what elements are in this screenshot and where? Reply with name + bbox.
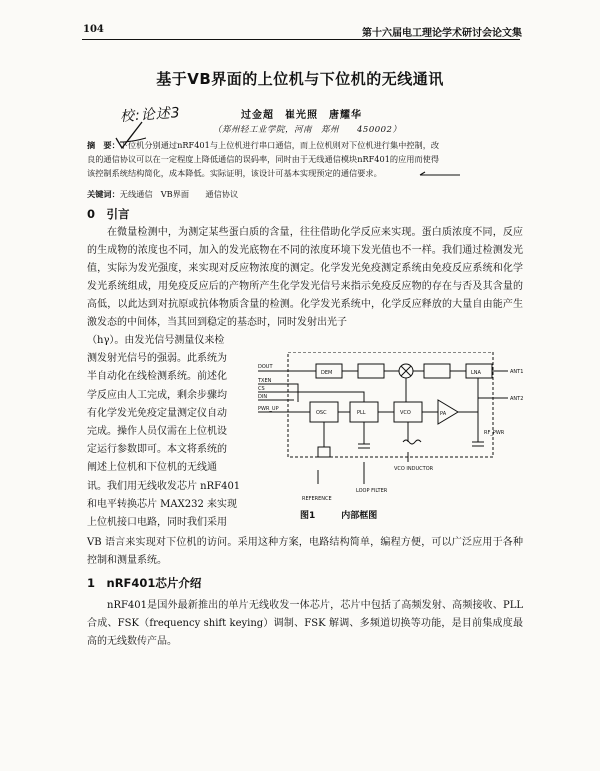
intro-paragraph: [87, 224, 523, 332]
pin-din: DIN: [258, 394, 268, 400]
pin-ant1: ANT1: [510, 369, 524, 375]
pin-pwr-up: PWR_UP: [258, 406, 279, 412]
nrf401-paragraph: [87, 597, 523, 651]
page-number: 104: [83, 24, 104, 35]
abstract-label: 摘 要：: [87, 140, 120, 150]
label-pa: PA: [440, 411, 447, 417]
nrf401-block-diagram: [258, 352, 526, 502]
pin-ant2: ANT2: [510, 396, 524, 402]
block-filter: [358, 364, 384, 378]
handwritten-arrow-mark: [418, 170, 462, 180]
header-rule: [82, 39, 520, 40]
journal-running-header: 第十六届电工理论学术研讨会论文集: [362, 28, 522, 39]
intro-line: 有化学发光免疫定量测定仪自动: [87, 407, 227, 419]
pin-txen: TXEN: [258, 378, 272, 384]
intro-line: 阐述上位机和下位机的无线通: [87, 462, 217, 474]
intro-wrapped-column: [87, 332, 247, 532]
intro-line: 和电平转换芯片 MAX232 来实现: [87, 498, 238, 510]
label-loop-filter: LOOP FILTER: [356, 488, 388, 494]
label-dem: DEM: [321, 370, 333, 376]
intro-line: 讯。我们用无线收发芯片 nRF401: [87, 480, 241, 492]
label-lna: LNA: [471, 370, 481, 376]
intro-line: 测发射光信号的强弱。此系统为: [87, 353, 227, 365]
pin-dout: DOUT: [258, 364, 273, 370]
authors: 过金超 崔光照 唐耀华: [241, 110, 362, 121]
label-osc: OSC: [316, 410, 327, 416]
figure-number: 图1: [300, 511, 316, 521]
section-heading-nrf401: 1 nRF401芯片介绍: [87, 576, 202, 590]
intro-line: （hγ）。由发光信号测量仪来检: [87, 335, 225, 346]
nrf401-text: nRF401是国外最新推出的单片无线收发一体芯片，芯片中包括了高频发射、高频接收、PLL合成、FSK（frequency shift keying）调制、FSK 解调、多频道切换等功能，是目前集成度最高的无线数传产品。: [87, 600, 523, 647]
affiliation: （郑州轻工业学院，河南 郑州 450002）: [213, 125, 402, 135]
abstract-line: 该控制系统结构简化，成本降低。实际证明，该设计可基本实现预定的通信要求。: [87, 168, 382, 178]
block-filter-2: [424, 364, 450, 378]
intro-text: 在微量检测中，为测定某些蛋白质的含量，往往借助化学反应来实现。蛋白质浓度不同，反应的生成物的浓度也不同，加入的发光底物在不同的浓度环境下发光值也不一样。我们通过检测发光值，实际为发光强度，来实现对反应物浓度的测定。化学发光免疫测定系统由免疫反应系统和化学发光系统组成，用免疫反应后的产物所产生化学发光信号来指示免疫反应物的存在与否及其含量的高低，以此达到对抗原或抗体物质含量的检测。化学发光系统中，化学反应释放的大量自由能产生激发态的中间体，当其回到稳定的基态时，同时发射出光子: [87, 227, 523, 328]
keywords-label: 关键词：: [87, 189, 120, 199]
figure-caption: [300, 508, 403, 521]
paper-title: 基于VB界面的上位机与下位机的无线通讯: [156, 70, 444, 88]
pin-rf-pwr: RF_PWR: [484, 430, 505, 436]
intro-closing: VB 语言来实现对下位机的访问。采用这种方案，电路结构简单，编程方便，可以广泛应用于各种控制和测量系统。: [87, 537, 523, 566]
intro-line: 完成。操作人员仅需在上位机设: [87, 425, 227, 437]
label-vco-inductor: VCO INDUCTOR: [394, 466, 434, 472]
intro-line: 学反应由人工完成，剩余步骤均: [87, 389, 227, 401]
intro-line: 半自动化在线检测系统。前述化: [87, 371, 227, 383]
section-heading-intro: 0 引言: [87, 207, 130, 221]
abstract-line: 良的通信协议可以在一定程度上降低通信的误码率，同时由于无线通信模块nRF401的应用而使得: [87, 154, 440, 164]
keywords-text: 无线通信 VB界面 通信协议: [119, 189, 239, 199]
figure-title: 内部框图: [341, 511, 378, 521]
label-vco: VCO: [400, 410, 411, 416]
intro-line: 定运行参数即可。本文将系统的: [87, 444, 227, 456]
label-pll: PLL: [357, 410, 366, 416]
keywords: [87, 189, 238, 200]
handwritten-note: 校:论述3: [119, 104, 182, 126]
pin-cs: CS: [258, 386, 265, 392]
abstract-line: 下位机分别通过nRF401与上位机进行串口通信，而上位机则对下位机进行集中控制，改: [119, 140, 440, 150]
intro-line: 上位机接口电路，同时我们采用: [87, 516, 227, 528]
label-reference: REFERENCE: [302, 496, 332, 502]
